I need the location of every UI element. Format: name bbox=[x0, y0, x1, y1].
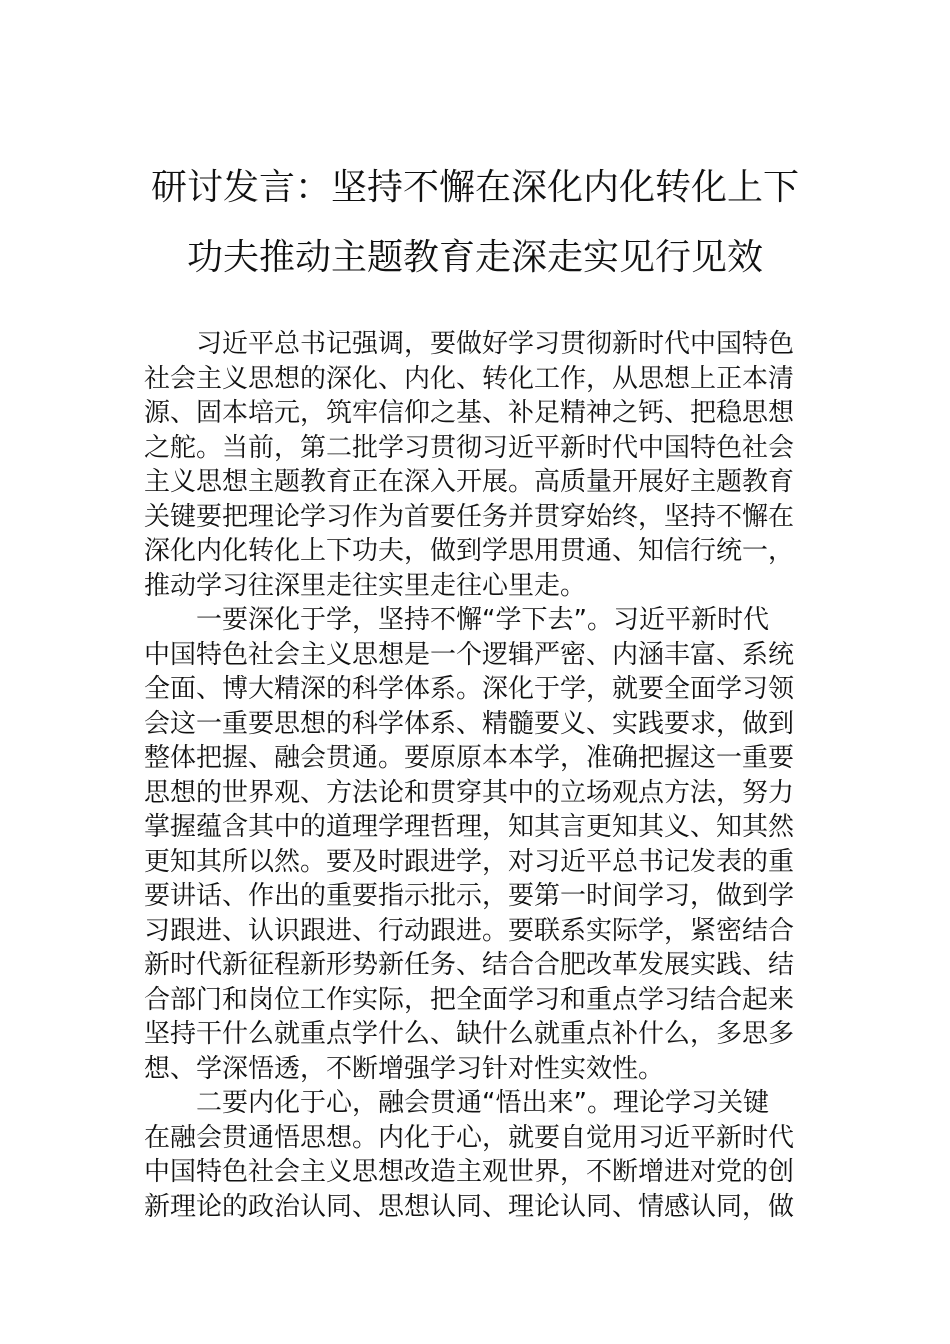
paragraph-line: 中国特色社会主义思想改造主观世界，不断增进对党的创 bbox=[144, 1157, 795, 1187]
document-title-line-1: 研讨发言：坚持不懈在深化内化转化上下 bbox=[150, 167, 799, 208]
paragraph-line: 整体把握、融会贯通。要原原本本学，准确把握这一重要 bbox=[144, 743, 795, 773]
paragraph-line: 更知其所以然。要及时跟进学，对习近平总书记发表的重 bbox=[144, 846, 795, 877]
paragraph-1 bbox=[144, 327, 806, 603]
paragraph-line: 坚持干什么就重点学什么、缺什么就重点补什么，多思多 bbox=[144, 1019, 795, 1049]
paragraph-line: 习近平总书记强调，要做好学习贯彻新时代中国特色 bbox=[196, 329, 795, 359]
paragraph-line: 社会主义思想的深化、内化、转化工作，从思想上正本清 bbox=[144, 363, 795, 394]
paragraph-line: 新理论的政治认同、思想认同、理论认同、情感认同，做 bbox=[144, 1191, 795, 1222]
paragraph-line: 会这一重要思想的科学体系、精髓要义、实践要求，做到 bbox=[144, 708, 795, 739]
paragraph-line: 要讲话、作出的重要指示批示，要第一时间学习，做到学 bbox=[144, 881, 795, 911]
paragraph-line: 想、学深悟透，不断增强学习针对性实效性。 bbox=[144, 1053, 665, 1084]
paragraph-line: 之舵。当前，第二批学习贯彻习近平新时代中国特色社会 bbox=[144, 432, 795, 463]
paragraph-line: 思想的世界观、方法论和贯穿其中的立场观点方法，努力 bbox=[144, 777, 795, 808]
paragraph-line: 一要深化于学，坚持不懈“学下去”。习近平新时代 bbox=[196, 605, 769, 635]
paragraph-line: 主义思想主题教育正在深入开展。高质量开展好主题教育 bbox=[144, 467, 795, 497]
paragraph-line: 在融会贯通悟思想。内化于心，就要自觉用习近平新时代 bbox=[144, 1122, 795, 1153]
paragraph-line: 习跟进、认识跟进、行动跟进。要联系实际学，紧密结合 bbox=[144, 915, 795, 946]
paragraph-line: 合部门和岗位工作实际，把全面学习和重点学习结合起来 bbox=[144, 984, 795, 1015]
paragraph-line: 新时代新征程新形势新任务、结合合肥改革发展实践、结 bbox=[144, 950, 795, 980]
paragraph-line: 二要内化于心，融会贯通“悟出来”。理论学习关键 bbox=[196, 1088, 769, 1118]
document-body bbox=[144, 327, 806, 1224]
paragraph-2 bbox=[144, 603, 806, 1086]
paragraph-line: 全面、博大精深的科学体系。深化于学，就要全面学习领 bbox=[144, 674, 795, 704]
paragraph-line: 深化内化转化上下功夫，做到学思用贯通、知信行统一， bbox=[144, 536, 795, 566]
paragraph-line: 关键要把理论学习作为首要任务并贯穿始终，坚持不懈在 bbox=[144, 501, 795, 532]
paragraph-line: 中国特色社会主义思想是一个逻辑严密、内涵丰富、系统 bbox=[144, 639, 795, 670]
paragraph-3 bbox=[144, 1086, 806, 1224]
paragraph-line: 源、固本培元，筑牢信仰之基、补足精神之钙、把稳思想 bbox=[144, 398, 795, 428]
paragraph-line: 推动学习往深里走往实里走往心里走。 bbox=[144, 570, 587, 601]
paragraph-line: 掌握蕴含其中的道理学理哲理，知其言更知其义、知其然 bbox=[144, 812, 795, 842]
document-title-line-2: 功夫推动主题教育走深走实见行见效 bbox=[186, 237, 763, 278]
